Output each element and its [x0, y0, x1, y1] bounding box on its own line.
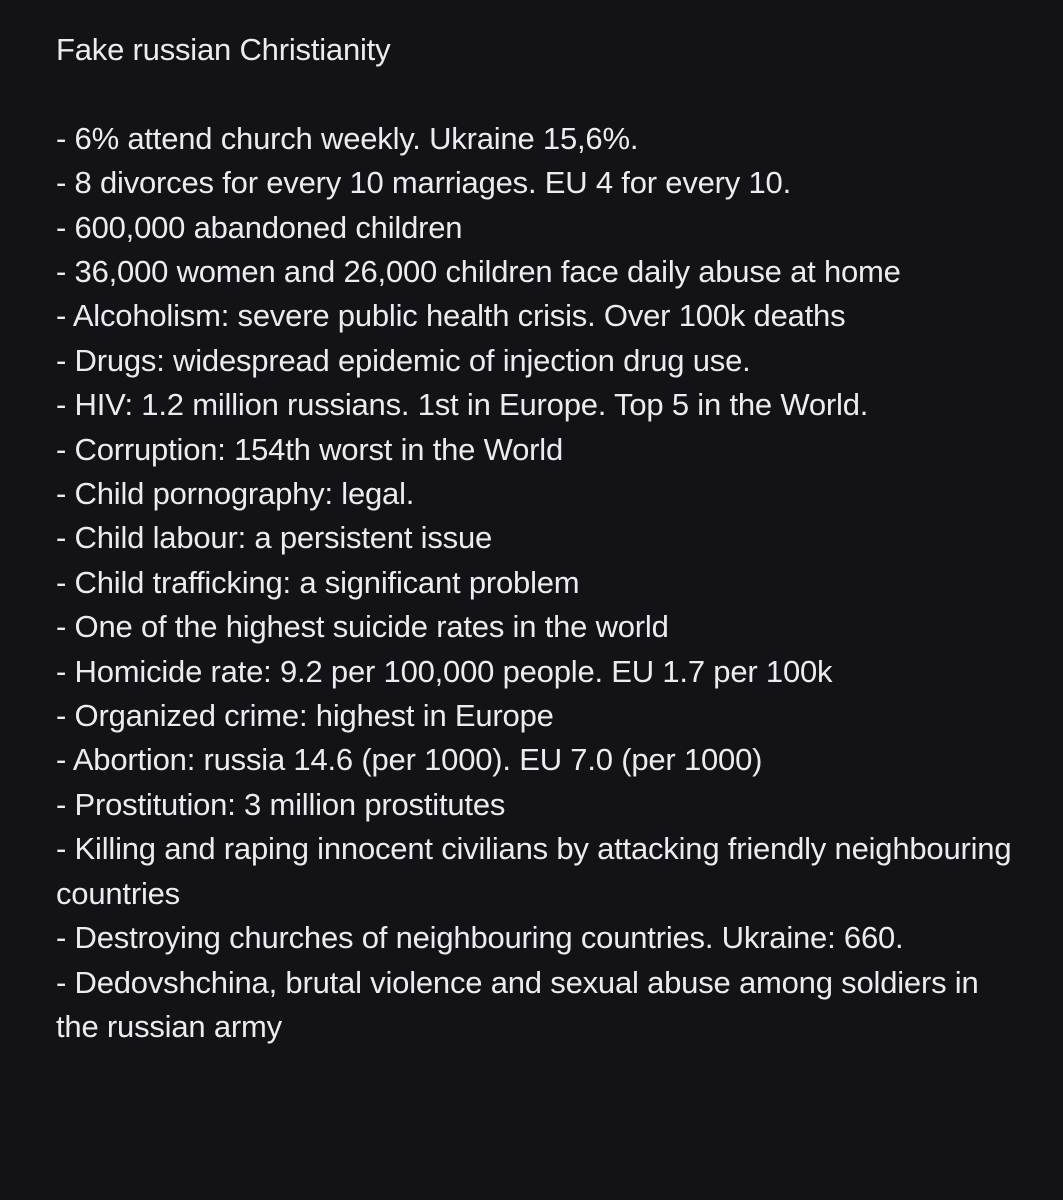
list-item: - Corruption: 154th worst in the World — [56, 431, 564, 467]
note-title: Fake russian Christianity — [56, 32, 391, 67]
list-item: - One of the highest suicide rates in the world — [56, 609, 669, 645]
list-item: - Drugs: widespread epidemic of injection drug use. — [56, 342, 751, 378]
list-item: - Child labour: a persistent issue — [56, 520, 493, 556]
list-item: - Killing and raping innocent civilians by attacking friendly neighbouring countries — [56, 831, 1020, 911]
list-item: - Prostitution: 3 million prostitutes — [56, 786, 506, 822]
list-item: - 6% attend church weekly. Ukraine 15,6%. — [56, 120, 639, 156]
list-item: - Child trafficking: a significant problem — [56, 564, 580, 600]
list-item: - HIV: 1.2 million russians. 1st in Europe. Top 5 in the World. — [56, 387, 869, 423]
list-item: - Homicide rate: 9.2 per 100,000 people. EU 1.7 per 100k — [56, 653, 833, 689]
list-item: - Alcoholism: severe public health crisis. Over 100k deaths — [56, 298, 846, 334]
list-item: - Destroying churches of neighbouring countries. Ukraine: 660. — [56, 920, 904, 956]
blank-line — [56, 72, 1033, 116]
list-item: - Abortion: russia 14.6 (per 1000). EU 7.0 (per 1000) — [56, 742, 763, 778]
list-item: - Organized crime: highest in Europe — [56, 698, 554, 734]
list-item: - 36,000 women and 26,000 children face daily abuse at home — [56, 254, 901, 289]
list-item: - 8 divorces for every 10 marriages. EU 4 for every 10. — [56, 165, 792, 201]
note-list — [56, 117, 1033, 1050]
list-item: - Child pornography: legal. — [56, 476, 415, 512]
list-item: - Dedovshchina, brutal violence and sexual abuse among soldiers in the russian army — [56, 964, 987, 1044]
list-item: - 600,000 abandoned children — [56, 209, 463, 245]
